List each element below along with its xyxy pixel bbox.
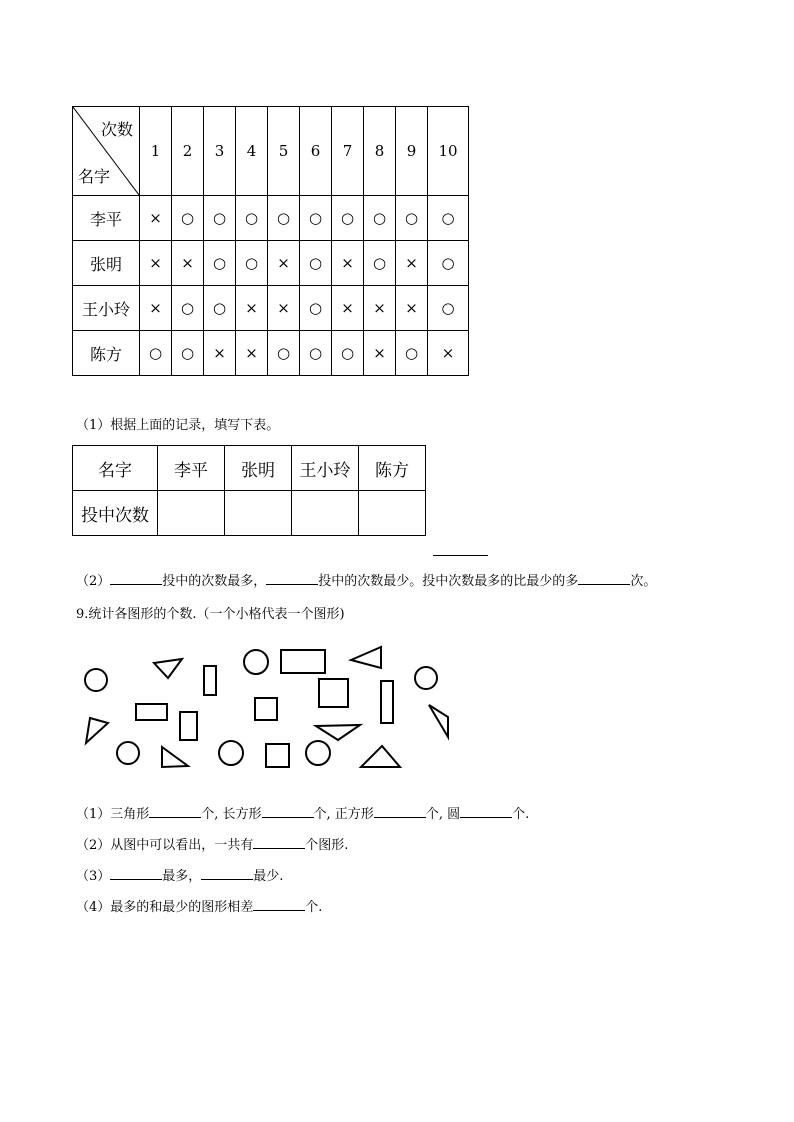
q2-text: 投中的次数最多， (162, 574, 267, 589)
mark-cell: ○ (172, 331, 204, 376)
column-header: 3 (204, 107, 236, 196)
q-text: 个图形. (305, 838, 349, 853)
rectangle-shape (180, 712, 197, 740)
mark-cell: × (396, 241, 428, 286)
row-name: 王小玲 (73, 286, 140, 331)
mark-cell: × (364, 286, 396, 331)
mark-cell: × (172, 241, 204, 286)
mark-cell: ○ (140, 331, 172, 376)
circle-shape (85, 669, 107, 691)
fill-answer-row (73, 491, 426, 536)
triangle-shape (429, 705, 448, 737)
q2-prefix: （2） (76, 574, 111, 589)
question-2 (76, 570, 656, 589)
mark-cell: ○ (332, 196, 364, 241)
q-text: 个. (305, 900, 323, 915)
circle-shape (219, 741, 243, 765)
column-header: 9 (396, 107, 428, 196)
fill-header-cell: 名字 (73, 446, 158, 491)
fill-header-row (73, 446, 426, 491)
question-1-instruction: （1）根据上面的记录，填写下表。 (76, 418, 280, 433)
answer-blank[interactable] (578, 572, 630, 585)
answer-blank[interactable] (110, 572, 162, 585)
q2-text: 次。 (630, 574, 657, 589)
q-text: （4）最多的和最少的图形相差 (76, 900, 254, 915)
mark-cell: × (332, 286, 364, 331)
answer-cell[interactable] (359, 491, 426, 536)
q2-text: 投中的次数最少。投中次数最多的比最少的多 (318, 574, 579, 589)
mark-cell: ○ (268, 196, 300, 241)
mark-cell: × (140, 241, 172, 286)
answer-blank[interactable] (201, 867, 253, 880)
row-name: 李平 (73, 196, 140, 241)
column-header: 2 (172, 107, 204, 196)
q-text: 个, 正方形 (313, 807, 374, 822)
table-row (73, 286, 469, 331)
triangle-shape (162, 747, 188, 767)
mark-cell: ○ (300, 331, 332, 376)
mark-cell: ○ (332, 331, 364, 376)
problem-9-title: 9.统计各图形的个数.（一个小格代表一个图形) (76, 607, 345, 622)
record-table (72, 106, 469, 376)
circle-shape (244, 650, 268, 674)
column-header: 8 (364, 107, 396, 196)
column-header: 1 (140, 107, 172, 196)
rectangle-shape (381, 681, 393, 723)
mark-cell: × (140, 196, 172, 241)
mark-cell: ○ (172, 196, 204, 241)
mark-cell: ○ (428, 286, 469, 331)
mark-cell: ○ (428, 241, 469, 286)
triangle-shape (154, 659, 182, 678)
fill-header-cell: 陈方 (359, 446, 426, 491)
header-name-label: 名字 (78, 167, 111, 186)
square-shape (319, 679, 348, 707)
circle-shape (415, 667, 437, 689)
answer-cell[interactable] (225, 491, 292, 536)
problem-9-question-1 (76, 803, 529, 822)
triangle-shape (351, 647, 381, 668)
fill-header-cell: 张明 (225, 446, 292, 491)
mark-cell: × (268, 286, 300, 331)
circle-shape (306, 741, 330, 765)
square-shape (255, 698, 277, 720)
table-row (73, 196, 469, 241)
triangle-shape (86, 718, 108, 743)
answer-blank[interactable] (110, 867, 162, 880)
blank-line (433, 555, 488, 556)
mark-cell: ○ (204, 286, 236, 331)
mark-cell: ○ (236, 196, 268, 241)
diagonal-header-cell (73, 107, 140, 196)
answer-blank[interactable] (149, 805, 201, 818)
q-text: 个, 圆 (425, 807, 461, 822)
mark-cell: × (396, 286, 428, 331)
mark-cell: ○ (268, 331, 300, 376)
q-text: 个, 长方形 (201, 807, 262, 822)
mark-cell: × (428, 331, 469, 376)
q-text: （1）三角形 (76, 807, 150, 822)
mark-cell: × (268, 241, 300, 286)
column-header: 10 (428, 107, 469, 196)
mark-cell: ○ (364, 196, 396, 241)
answer-cell[interactable] (158, 491, 225, 536)
mark-cell: × (236, 331, 268, 376)
header-count-label: 次数 (100, 120, 133, 139)
fill-header-cell: 王小玲 (292, 446, 359, 491)
circle-shape (117, 742, 139, 764)
mark-cell: ○ (300, 286, 332, 331)
answer-blank[interactable] (253, 836, 305, 849)
mark-cell: ○ (396, 331, 428, 376)
problem-9-question-3 (76, 865, 283, 884)
mark-cell: ○ (300, 196, 332, 241)
column-header: 4 (236, 107, 268, 196)
triangle-shape (361, 746, 400, 767)
square-shape (266, 744, 289, 767)
mark-cell: ○ (204, 196, 236, 241)
shapes-figure (76, 640, 456, 780)
q-text: 最少. (253, 869, 284, 884)
fill-row-label: 投中次数 (73, 491, 158, 536)
mark-cell: ○ (364, 241, 396, 286)
mark-cell: ○ (204, 241, 236, 286)
row-name: 陈方 (73, 331, 140, 376)
mark-cell: ○ (428, 196, 469, 241)
answer-blank[interactable] (374, 805, 426, 818)
mark-cell: × (236, 286, 268, 331)
column-header: 6 (300, 107, 332, 196)
row-name: 张明 (73, 241, 140, 286)
table-row (73, 241, 469, 286)
problem-9-question-2 (76, 834, 348, 853)
fill-in-table (72, 445, 426, 536)
q-text: （3） (76, 869, 111, 884)
mark-cell: ○ (172, 286, 204, 331)
mark-cell: ○ (300, 241, 332, 286)
answer-blank[interactable] (460, 805, 512, 818)
column-header: 7 (332, 107, 364, 196)
rectangle-shape (204, 666, 216, 695)
rectangle-shape (136, 704, 167, 720)
record-header-row (73, 107, 469, 196)
answer-blank[interactable] (253, 898, 305, 911)
mark-cell: × (332, 241, 364, 286)
table-row (73, 331, 469, 376)
q-text: （2）从图中可以看出，一共有 (76, 838, 254, 853)
triangle-shape (316, 725, 360, 740)
fill-header-cell: 李平 (158, 446, 225, 491)
column-header: 5 (268, 107, 300, 196)
rectangle-shape (281, 650, 325, 673)
answer-cell[interactable] (292, 491, 359, 536)
q-text: 个. (512, 807, 530, 822)
answer-blank[interactable] (266, 572, 318, 585)
answer-blank[interactable] (262, 805, 314, 818)
mark-cell: × (364, 331, 396, 376)
mark-cell: ○ (236, 241, 268, 286)
problem-9-question-4 (76, 896, 322, 915)
mark-cell: ○ (396, 196, 428, 241)
mark-cell: × (140, 286, 172, 331)
q-text: 最多， (162, 869, 202, 884)
mark-cell: × (204, 331, 236, 376)
